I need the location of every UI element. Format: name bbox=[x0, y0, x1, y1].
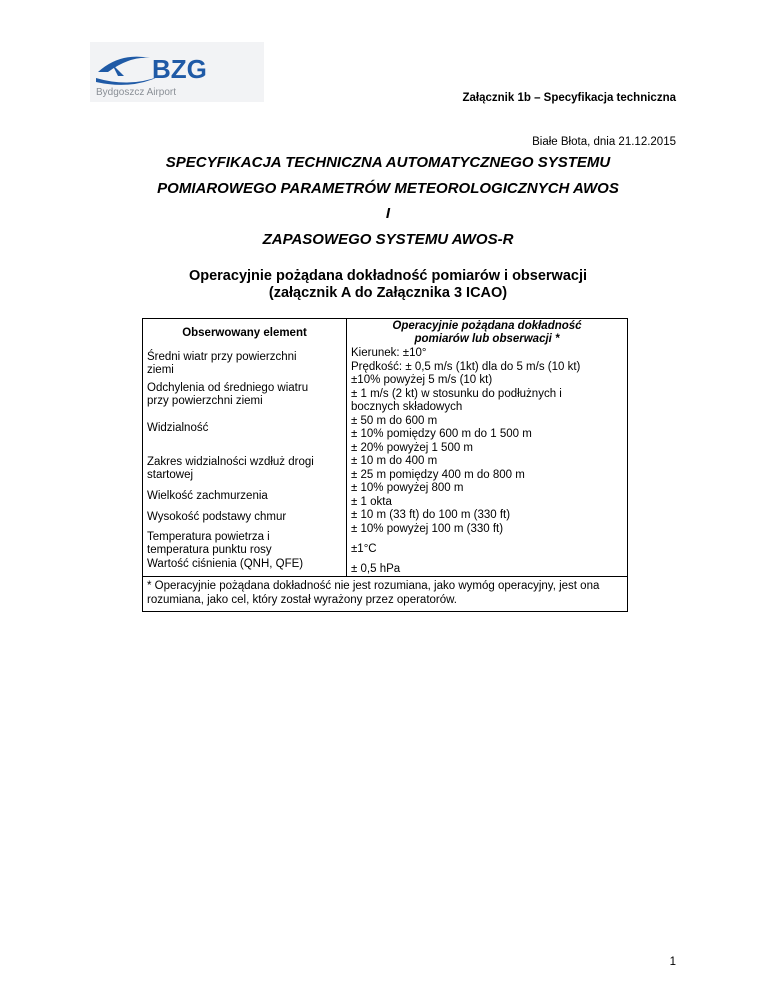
document-title bbox=[100, 150, 676, 252]
header-observed-element: Obserwowany element bbox=[182, 327, 307, 339]
accuracy-column bbox=[347, 319, 627, 576]
accuracy-values bbox=[347, 347, 627, 536]
value-line: ±10% powyżej 5 m/s (10 kt) bbox=[351, 374, 493, 386]
element-cloud-base: Wysokość podstawy chmur bbox=[147, 511, 287, 523]
value-line: ± 50 m do 600 m bbox=[351, 414, 438, 427]
value-temperature: ±1°C bbox=[351, 543, 377, 555]
airport-logo-graphic bbox=[90, 42, 264, 102]
value-line: ± 10% powyżej 100 m (330 ft) bbox=[351, 522, 504, 535]
element-wind-deviation: Odchylenia od średniego wiatru przy powierzchni ziemi bbox=[147, 381, 309, 407]
value-line: ± 10% pomiędzy 600 m do 1 500 m bbox=[351, 428, 532, 440]
element-visibility: Widzialność bbox=[147, 421, 209, 434]
annex-label: Załącznik 1b – Specyfikacja techniczna bbox=[462, 92, 676, 104]
bzg-logo bbox=[90, 42, 264, 102]
value-line: ± 20% powyżej 1 500 m bbox=[351, 441, 474, 454]
logo-brand-text: BZG bbox=[152, 54, 207, 84]
value-line: ± 10% powyżej 800 m bbox=[351, 482, 464, 494]
table-footnote: * Operacyjnie pożądana dokładność nie jest rozumiana, jako wymóg operacyjny, jest ona rozumiana, jako cel, który został wyrażony przez operatorów. bbox=[147, 580, 600, 606]
element-mean-wind: Średni wiatr przy powierzchni ziemi bbox=[147, 351, 297, 376]
subtitle-line: (załącznik A do Załącznika 3 ICAO) bbox=[268, 285, 508, 301]
subtitle-line: Operacyjnie pożądana dokładność pomiarów i obserwacji bbox=[188, 268, 588, 284]
element-pressure: Wartość ciśnienia (QNH, QFE) bbox=[147, 557, 304, 570]
value-line: bocznych składowych bbox=[351, 401, 463, 413]
title-line: I bbox=[385, 205, 391, 222]
page-number: 1 bbox=[669, 956, 676, 968]
title-line: POMIAROWEGO PARAMETRÓW METEOROLOGICZNYCH AWOS bbox=[157, 179, 619, 197]
logo-caption-text: Bydgoszcz Airport bbox=[96, 87, 177, 98]
value-pressure: ± 0,5 hPa bbox=[351, 563, 401, 575]
value-line: ± 10 m do 400 m bbox=[351, 455, 438, 467]
accuracy-table bbox=[142, 318, 628, 612]
title-line: SPECYFIKACJA TECHNICZNA AUTOMATYCZNEGO SYSTEMU bbox=[165, 154, 611, 171]
elements-column bbox=[143, 319, 347, 576]
place-date: Białe Błota, dnia 21.12.2015 bbox=[532, 136, 676, 148]
value-line: ± 1 m/s (2 kt) w stosunku do podłużnych i bbox=[351, 387, 562, 400]
element-runway-visual-range: Zakres widzialności wzdłuż drogi startowej bbox=[147, 455, 314, 481]
value-line: Prędkość: ± 0,5 m/s (1kt) dla do 5 m/s (10 kt) bbox=[351, 360, 581, 373]
element-cloud-amount: Wielkość zachmurzenia bbox=[147, 490, 268, 502]
section-subtitle bbox=[100, 268, 676, 302]
table-grid bbox=[143, 319, 627, 577]
element-temperature: Temperatura powietrza i temperatura punktu rosy bbox=[147, 531, 272, 556]
header-accuracy: Operacyjnie pożądana dokładność pomiarów lub obserwacji * bbox=[392, 320, 582, 345]
value-line: ± 25 m pomiędzy 400 m do 800 m bbox=[351, 468, 525, 481]
title-line: ZAPASOWEGO SYSTEMU AWOS-R bbox=[262, 230, 514, 248]
value-line: Kierunek: ±10° bbox=[351, 347, 427, 359]
value-line: ± 1 okta bbox=[351, 495, 392, 508]
value-line: ± 10 m (33 ft) do 100 m (330 ft) bbox=[351, 509, 511, 521]
